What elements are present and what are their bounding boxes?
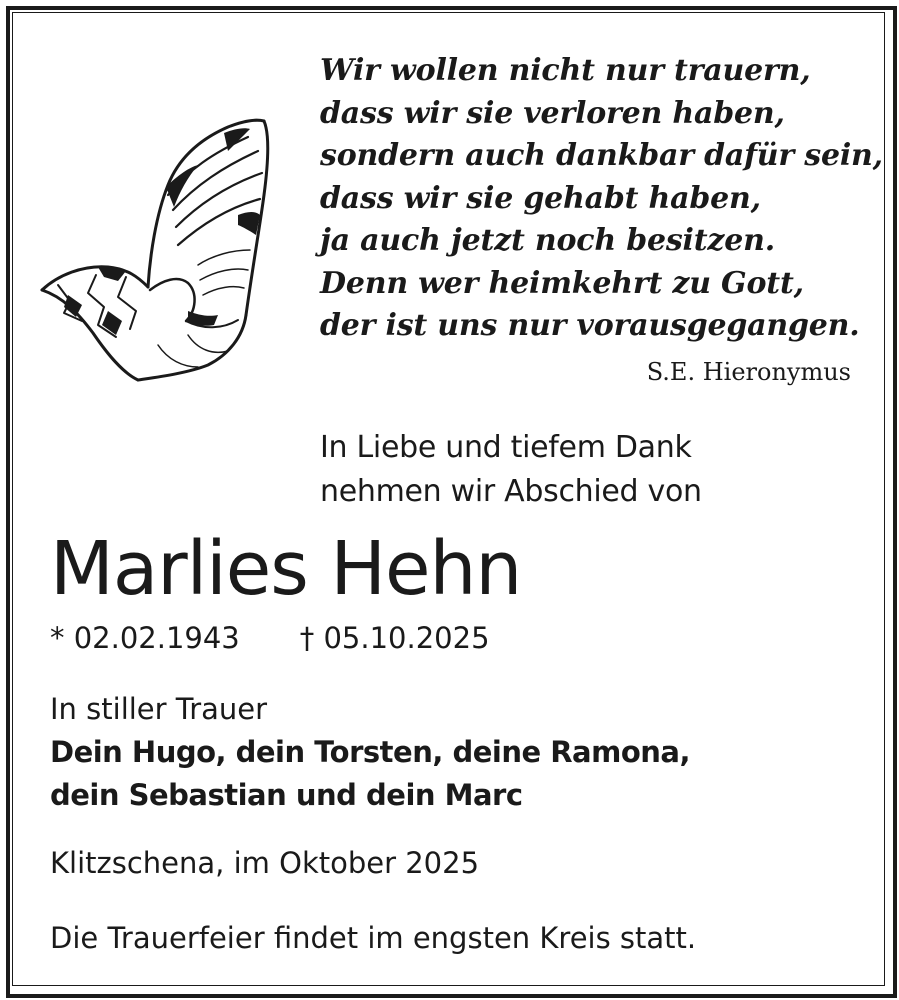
poem	[320, 50, 883, 348]
poem-line: dass wir sie gehabt haben,	[320, 180, 761, 216]
life-dates	[50, 618, 490, 658]
birth-date: * 02.02.1943	[50, 621, 240, 655]
poem-line: der ist uns nur vorausgegangen.	[320, 308, 860, 343]
mourners-label: In stiller Trauer	[50, 692, 268, 726]
mourners-line-2: dein Sebastian und dein Marc	[50, 778, 523, 812]
poem-line: dass wir sie verloren haben,	[320, 95, 785, 131]
mourners-block	[50, 688, 690, 817]
intro-line-2: nehmen wir Abschied von	[320, 474, 702, 509]
poem-author: S.E. Hieronymus	[646, 358, 851, 386]
poem-line: ja auch jetzt noch besitzen.	[320, 223, 775, 258]
poem-line: Wir wollen nicht nur trauern,	[320, 53, 811, 88]
praying-hands-icon	[38, 115, 278, 385]
place-date: Klitzschena, im Oktober 2025	[50, 846, 480, 880]
poem-line: Denn wer heimkehrt zu Gott,	[320, 265, 804, 301]
death-date: † 05.10.2025	[299, 621, 490, 655]
poem-line: sondern auch dankbar dafür sein,	[320, 138, 883, 173]
deceased-name: Marlies Hehn	[50, 526, 522, 612]
intro-text	[320, 426, 702, 514]
intro-line-1: In Liebe und tiefem Dank	[320, 430, 692, 465]
mourners-line-1: Dein Hugo, dein Torsten, deine Ramona,	[50, 735, 690, 769]
funeral-note: Die Trauerfeier findet im engsten Kreis statt.	[50, 921, 697, 955]
